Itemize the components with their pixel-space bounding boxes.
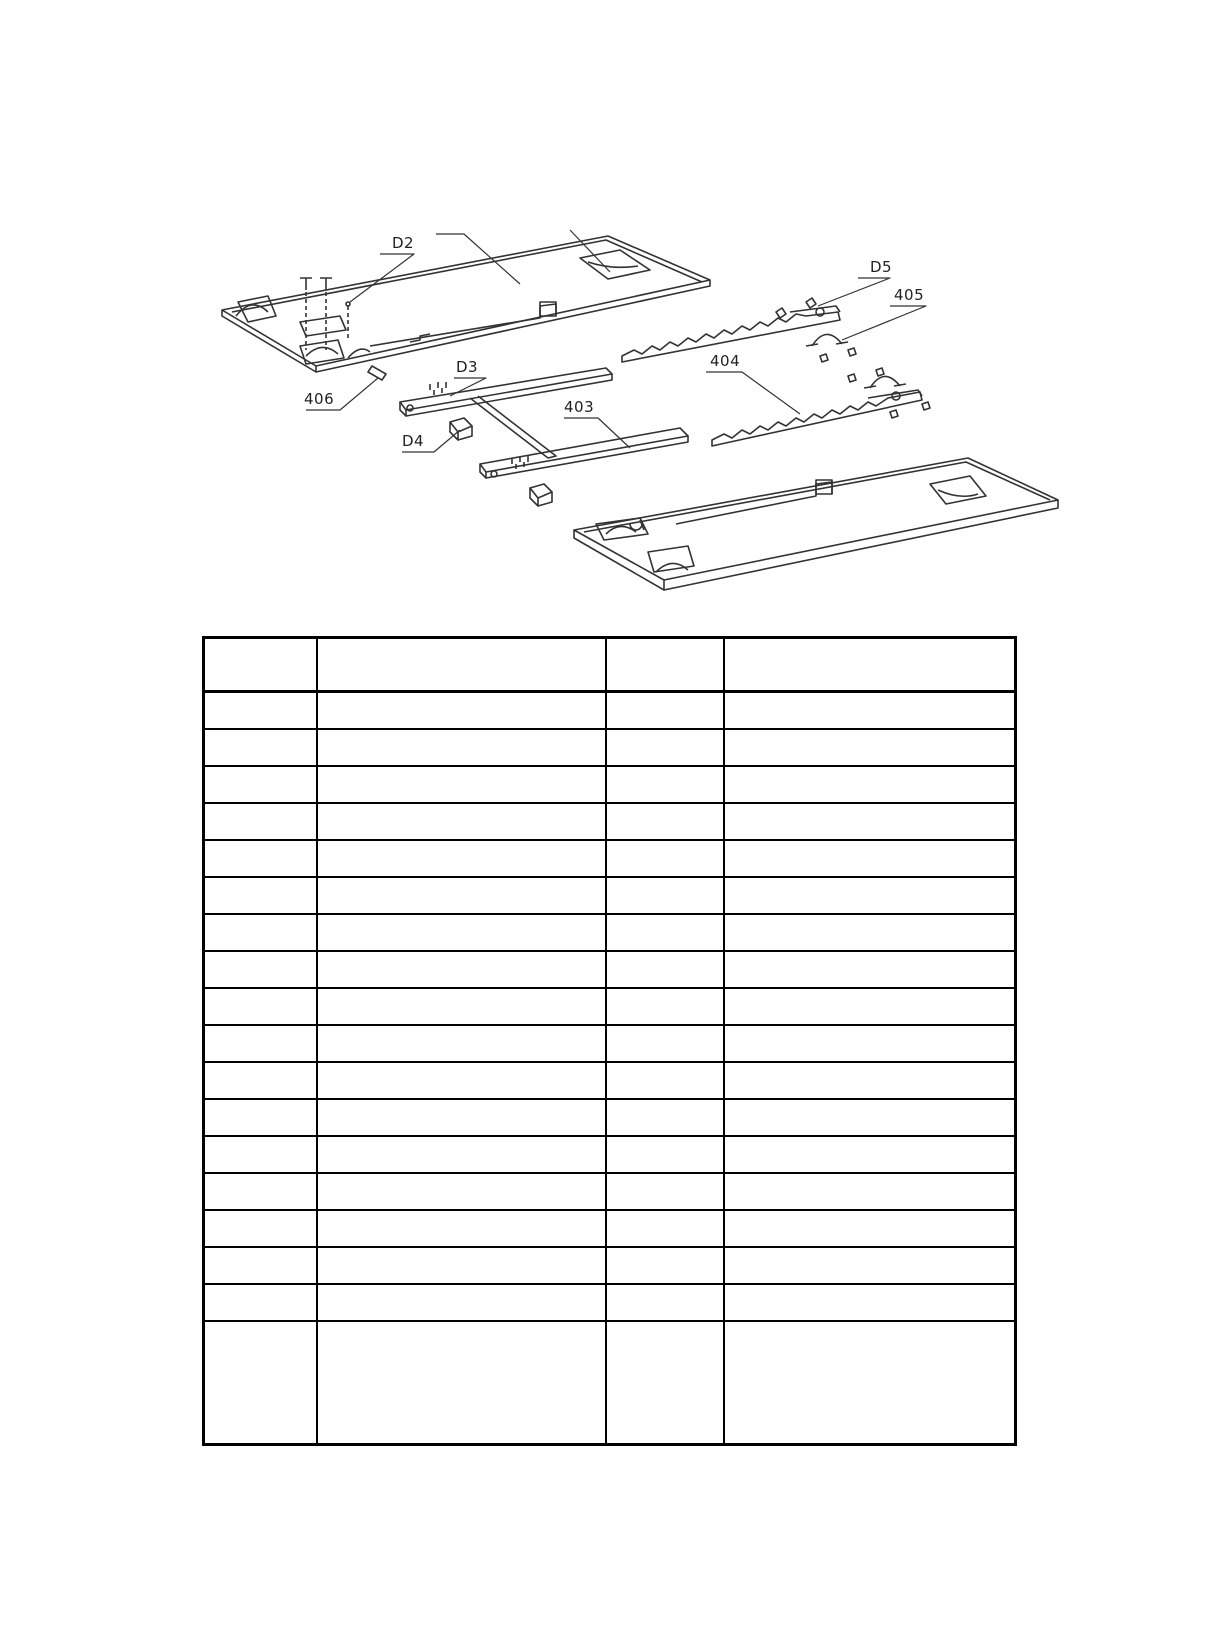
lower-serrated-rail (712, 390, 922, 446)
table-cell (204, 914, 317, 951)
table-row (204, 692, 1016, 729)
table-row (204, 988, 1016, 1025)
table-header-row (204, 638, 1016, 692)
table-cell (724, 729, 1015, 766)
table-cell (724, 1247, 1015, 1284)
table-body (204, 692, 1016, 1445)
table-cell (606, 1247, 724, 1284)
table-cell (317, 1321, 606, 1445)
table-cell (724, 1284, 1015, 1321)
callout-403: 403 (564, 398, 595, 416)
callout-404: 404 (710, 352, 741, 370)
table-row (204, 803, 1016, 840)
table-cell (606, 877, 724, 914)
table-cell (606, 1321, 724, 1445)
table-cell (606, 988, 724, 1025)
table-cell (724, 988, 1015, 1025)
callout-d4: D4 (402, 432, 425, 450)
exploded-assembly-diagram (0, 0, 1208, 620)
table-cell (204, 803, 317, 840)
table-cell (606, 692, 724, 729)
table-row (204, 729, 1016, 766)
table-row (204, 1321, 1016, 1445)
table-row (204, 1136, 1016, 1173)
table-row (204, 1173, 1016, 1210)
table-cell (204, 692, 317, 729)
table-cell (724, 877, 1015, 914)
table-cell (317, 1247, 606, 1284)
header-cell (204, 638, 317, 692)
callout-d2: D2 (392, 234, 415, 252)
table-cell (317, 1284, 606, 1321)
table-row (204, 1210, 1016, 1247)
table-cell (606, 1099, 724, 1136)
table-row (204, 951, 1016, 988)
table-cell (606, 803, 724, 840)
table-cell (317, 1062, 606, 1099)
table-row (204, 1099, 1016, 1136)
table-cell (724, 766, 1015, 803)
table-cell (204, 1247, 317, 1284)
callout-d5: D5 (870, 258, 893, 276)
clamp-hardware (776, 298, 930, 418)
table-cell (317, 1210, 606, 1247)
table-cell (204, 1136, 317, 1173)
header-cell (317, 638, 606, 692)
table-cell (606, 766, 724, 803)
table-cell (317, 1136, 606, 1173)
table-cell (317, 840, 606, 877)
table-cell (724, 914, 1015, 951)
parts-table (202, 636, 1017, 1446)
table-cell (317, 766, 606, 803)
table-cell (606, 1062, 724, 1099)
table-cell (317, 803, 606, 840)
table-cell (204, 1284, 317, 1321)
right-base-tray (574, 458, 1058, 590)
table-cell (317, 1025, 606, 1062)
callout-405: 405 (894, 286, 925, 304)
table-cell (606, 914, 724, 951)
table-cell (724, 803, 1015, 840)
table-cell (204, 1062, 317, 1099)
table-row (204, 840, 1016, 877)
table-cell (724, 1321, 1015, 1445)
header-cell (724, 638, 1015, 692)
table-cell (606, 1284, 724, 1321)
table-cell (204, 988, 317, 1025)
table-cell (204, 840, 317, 877)
table-cell (204, 1099, 317, 1136)
table-cell (317, 1099, 606, 1136)
table-cell (204, 729, 317, 766)
table-cell (606, 1136, 724, 1173)
table-cell (724, 1136, 1015, 1173)
table-cell (606, 729, 724, 766)
table-cell (606, 1173, 724, 1210)
table-cell (317, 988, 606, 1025)
table-cell (204, 1173, 317, 1210)
table-row (204, 1247, 1016, 1284)
callout-d3: D3 (456, 358, 479, 376)
table-cell (724, 1210, 1015, 1247)
table-cell (317, 692, 606, 729)
table-cell (724, 1025, 1015, 1062)
table-row (204, 766, 1016, 803)
table-cell (724, 1099, 1015, 1136)
table-cell (606, 951, 724, 988)
table-cell (204, 1210, 317, 1247)
table-cell (606, 1210, 724, 1247)
table-cell (204, 877, 317, 914)
table-cell (204, 951, 317, 988)
callout-406: 406 (304, 390, 335, 408)
center-frame (400, 368, 688, 506)
table-cell (204, 766, 317, 803)
table-cell (606, 1025, 724, 1062)
table-cell (317, 951, 606, 988)
table-cell (724, 951, 1015, 988)
table-cell (204, 1321, 317, 1445)
table-cell (317, 729, 606, 766)
table-cell (606, 840, 724, 877)
table-cell (724, 692, 1015, 729)
table-row (204, 1025, 1016, 1062)
table-cell (724, 840, 1015, 877)
table-cell (724, 1062, 1015, 1099)
header-cell (606, 638, 724, 692)
table-cell (724, 1173, 1015, 1210)
table-row (204, 914, 1016, 951)
table-row (204, 1062, 1016, 1099)
table-cell (317, 1173, 606, 1210)
table-row (204, 877, 1016, 914)
table-cell (317, 914, 606, 951)
table-cell (317, 877, 606, 914)
table-cell (204, 1025, 317, 1062)
table-row (204, 1284, 1016, 1321)
